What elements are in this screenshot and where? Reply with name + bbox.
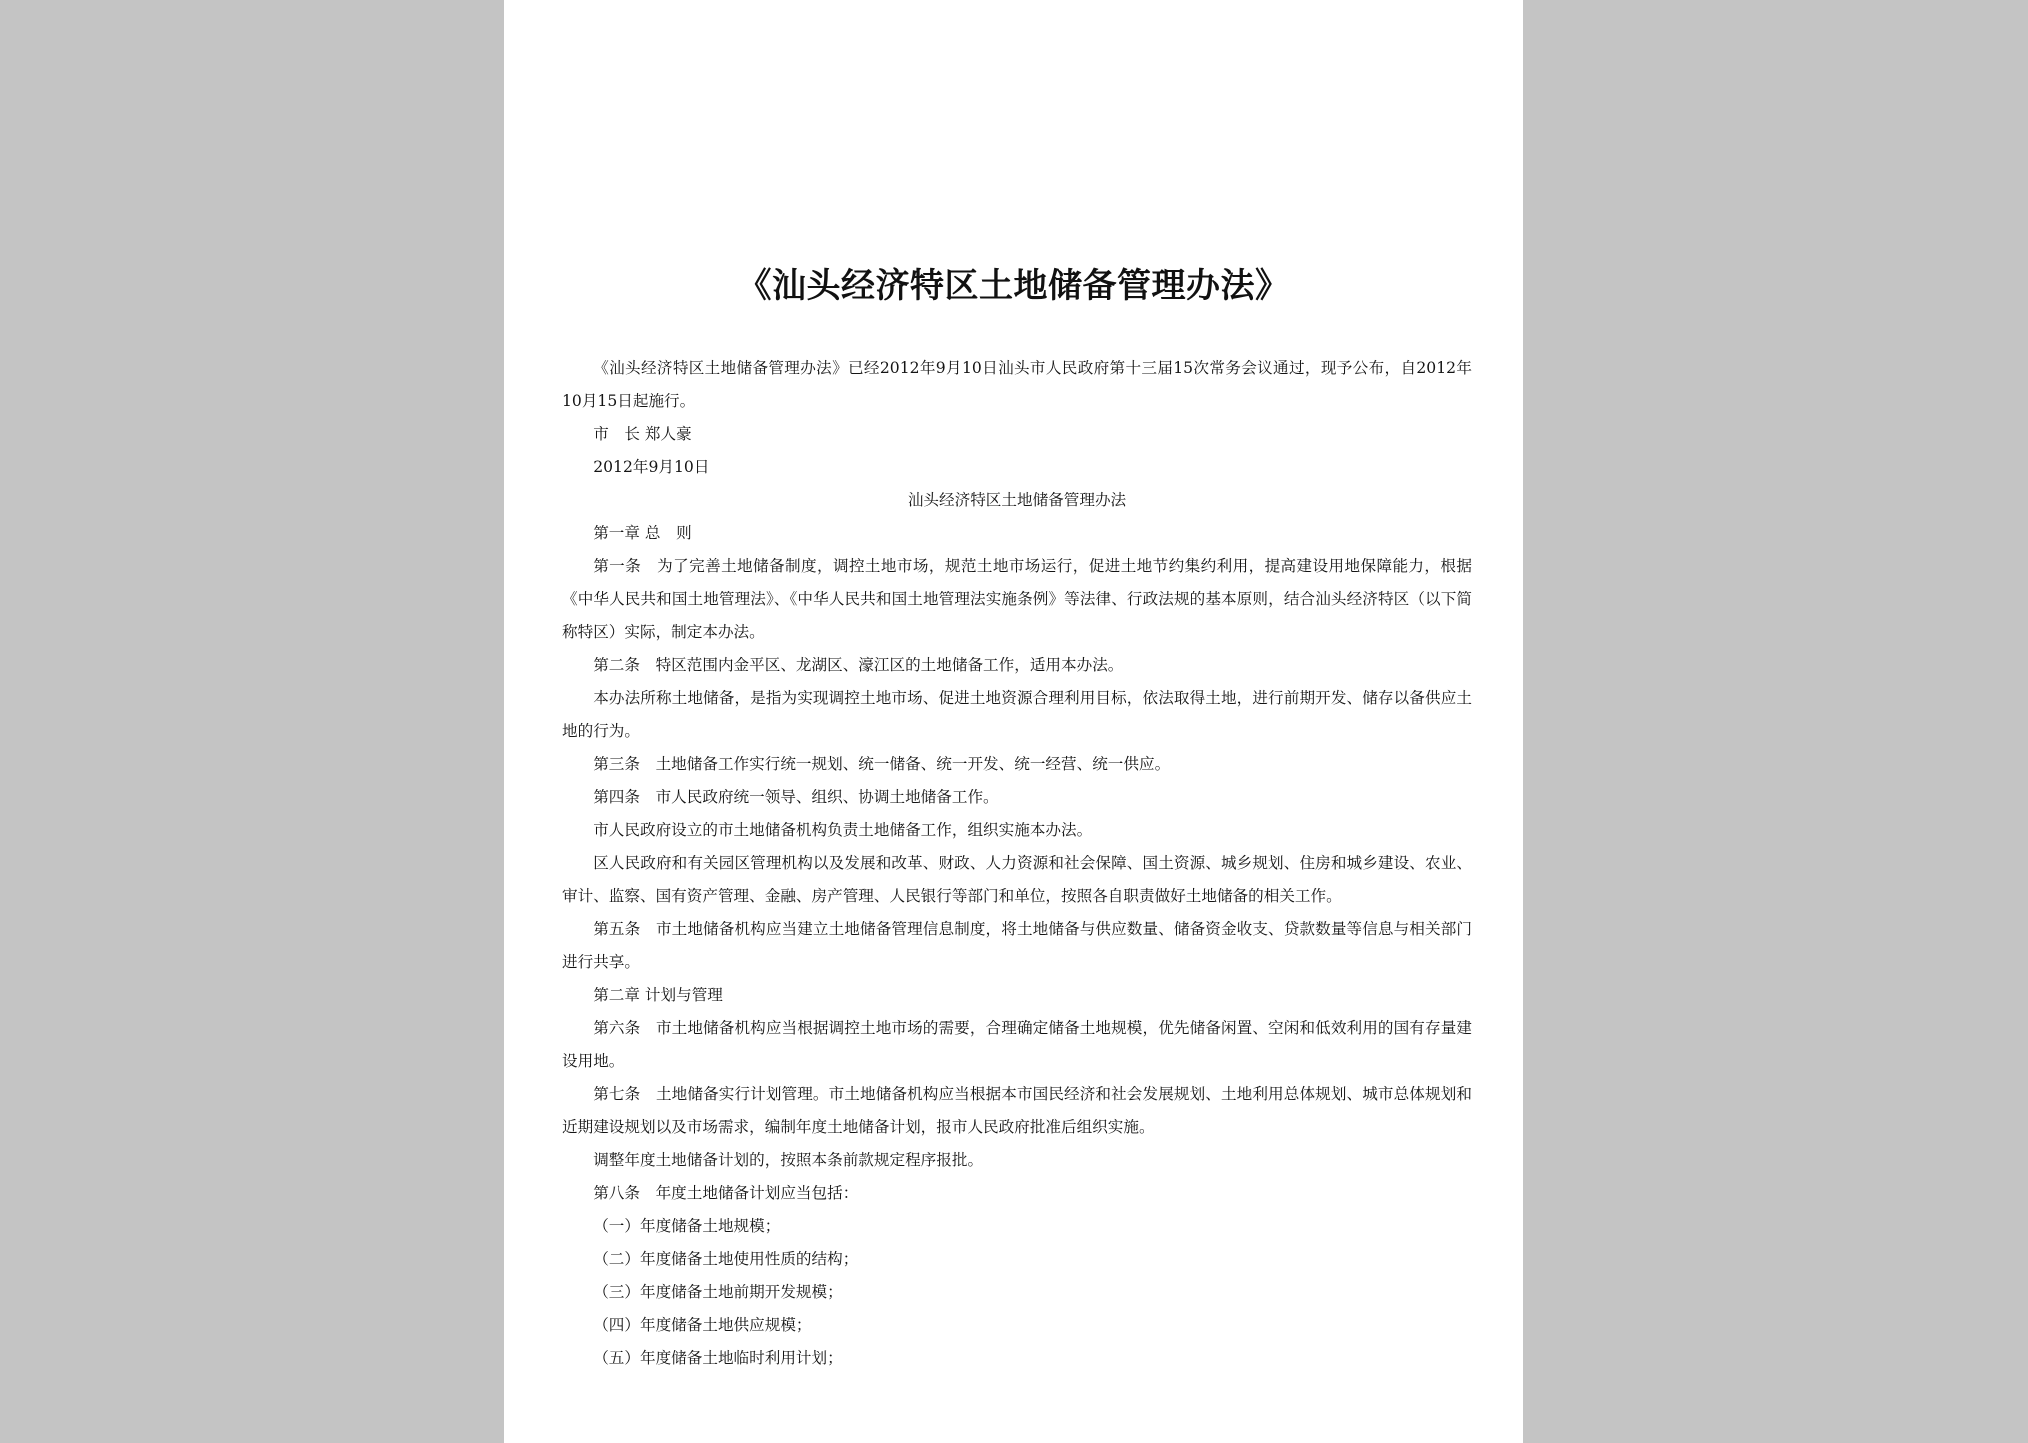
- document-paragraph: 市 长 郑人豪: [593, 425, 692, 443]
- document-paragraph: 第五条 市土地储备机构应当建立土地储备管理信息制度，将土地储备与供应数量、储备资金收支、贷款数量等信息与相关部门进行共享。: [562, 920, 1472, 971]
- document-paragraph: 第一章 总 则: [593, 524, 692, 542]
- document-page: [504, 0, 1523, 1443]
- document-paragraph: 调整年度土地储备计划的，按照本条前款规定程序报批。: [593, 1151, 984, 1169]
- document-paragraph: 第六条 市土地储备机构应当根据调控土地市场的需要，合理确定储备土地规模，优先储备闲置、空闲和低效利用的国有存量建设用地。: [562, 1019, 1472, 1070]
- document-title: 《汕头经济特区土地储备管理办法》: [737, 266, 1290, 306]
- document-paragraph: 2012年9月10日: [593, 458, 710, 476]
- document-paragraph: 第二章 计划与管理: [593, 986, 723, 1004]
- document-paragraph: 本办法所称土地储备，是指为实现调控土地市场、促进土地资源合理利用目标，依法取得土地，进行前期开发、储存以备供应土地的行为。: [562, 689, 1472, 740]
- document-paragraph: 第一条 为了完善土地储备制度，调控土地市场，规范土地市场运行，促进土地节约集约利用，提高建设用地保障能力，根据《中华人民共和国土地管理法》、《中华人民共和国土地管理法实施条例》等法律、行政法规的基本原则，结合汕头经济特区（以下简称特区）实际，制定本办法。: [562, 557, 1472, 641]
- document-paragraph: （五）年度储备土地临时利用计划；: [593, 1349, 843, 1367]
- document-paragraph: 第三条 土地储备工作实行统一规划、统一储备、统一开发、统一经营、统一供应。: [593, 755, 1171, 773]
- document-paragraph: 第四条 市人民政府统一领导、组织、协调土地储备工作。: [593, 788, 999, 806]
- document-paragraph: （二）年度储备土地使用性质的结构；: [593, 1250, 859, 1268]
- document-paragraph: （四）年度储备土地供应规模；: [593, 1316, 812, 1334]
- document-paragraph: （三）年度储备土地前期开发规模；: [593, 1283, 843, 1301]
- document-paragraph: 市人民政府设立的市土地储备机构负责土地储备工作，组织实施本办法。: [593, 821, 1093, 839]
- document-body: [562, 352, 1472, 1375]
- document-paragraph: 第二条 特区范围内金平区、龙湖区、濠江区的土地储备工作，适用本办法。: [593, 656, 1124, 674]
- document-paragraph: 第八条 年度土地储备计划应当包括：: [593, 1184, 859, 1202]
- document-paragraph: 《汕头经济特区土地储备管理办法》已经2012年9月10日汕头市人民政府第十三届15次常务会议通过，现予公布，自2012年10月15日起施行。: [562, 359, 1472, 410]
- document-subtitle: 汕头经济特区土地储备管理办法: [907, 491, 1127, 509]
- document-paragraph: 区人民政府和有关园区管理机构以及发展和改革、财政、人力资源和社会保障、国土资源、城乡规划、住房和城乡建设、农业、审计、监察、国有资产管理、金融、房产管理、人民银行等部门和单位，按照各自职责做好土地储备的相关工作。: [562, 854, 1472, 905]
- document-paragraph: （一）年度储备土地规模；: [593, 1217, 781, 1235]
- document-paragraph: 第七条 土地储备实行计划管理。市土地储备机构应当根据本市国民经济和社会发展规划、土地利用总体规划、城市总体规划和近期建设规划以及市场需求，编制年度土地储备计划，报市人民政府批准后组织实施。: [562, 1085, 1472, 1136]
